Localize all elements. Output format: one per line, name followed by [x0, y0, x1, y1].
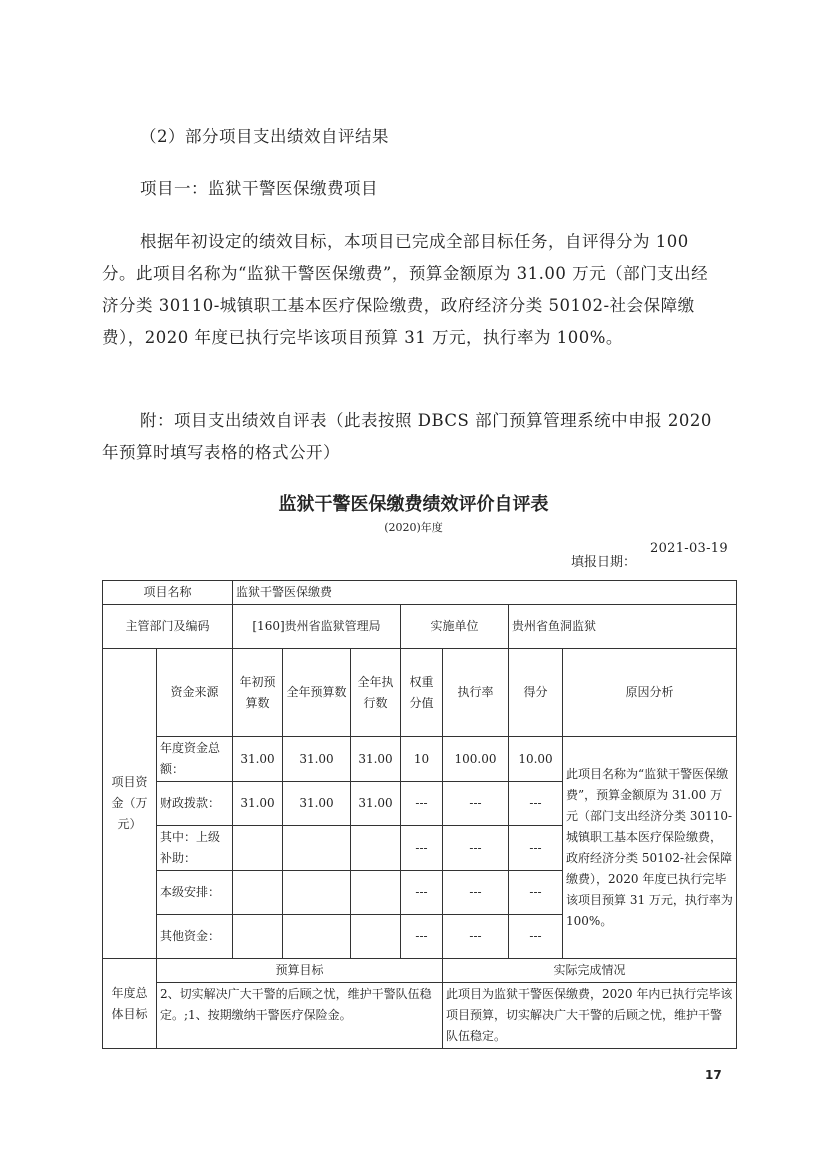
row-initial — [233, 871, 283, 915]
row-rate: --- — [443, 871, 509, 915]
dept-label: 主管部门及编码 — [103, 605, 233, 649]
row-exec — [351, 915, 401, 959]
row-source: 年度资金总额： — [157, 737, 233, 782]
row-weight: --- — [401, 782, 443, 826]
section-heading: （2）部分项目支出绩效自评结果 — [140, 127, 389, 146]
row-rate: --- — [443, 782, 509, 826]
row-rate: --- — [443, 915, 509, 959]
row-annual: 31.00 — [283, 737, 351, 782]
goal-label: 年度总体目标 — [103, 959, 157, 1049]
row-initial — [233, 826, 283, 871]
form-year: (2020)年度 — [384, 521, 443, 534]
row-rate: --- — [443, 826, 509, 871]
row-score: 10.00 — [509, 737, 563, 782]
row-exec — [351, 871, 401, 915]
row-source: 其中：上级补助： — [157, 826, 233, 871]
page-number: 17 — [705, 1068, 722, 1082]
header-exec-rate: 执行率 — [443, 649, 509, 737]
row-score: --- — [509, 782, 563, 826]
impl-value: 贵州省鱼洞监狱 — [509, 605, 737, 649]
header-score: 得分 — [509, 649, 563, 737]
dept-value: [160]贵州省监狱管理局 — [233, 605, 401, 649]
appendix-paragraph: 附：项目支出绩效自评表（此表按照 DBCS 部门预算管理系统中申报 2020 年预算时填写表格的格式公开） — [102, 411, 712, 462]
header-annual-budget: 全年预算数 — [283, 649, 351, 737]
row-exec: 31.00 — [351, 782, 401, 826]
funds-label: 项目资金（万元） — [103, 649, 157, 959]
row-weight: 10 — [401, 737, 443, 782]
row-initial — [233, 915, 283, 959]
row-source: 财政拨款： — [157, 782, 233, 826]
row-initial: 31.00 — [233, 737, 283, 782]
table-row — [103, 737, 737, 782]
actual-text: 此项目为监狱干警医保缴费，2020 年内已执行完毕该项目预算，切实解决广大干警的后顾之忧，维护干警队伍稳定。 — [443, 983, 737, 1049]
row-annual — [283, 871, 351, 915]
row-score: --- — [509, 915, 563, 959]
row-initial: 31.00 — [233, 782, 283, 826]
header-annual-exec: 全年执行数 — [351, 649, 401, 737]
fill-date-label: 填报日期： — [571, 555, 637, 570]
header-cause: 原因分析 — [563, 649, 737, 737]
row-source: 其他资金： — [157, 915, 233, 959]
budget-goal-label: 预算目标 — [157, 959, 443, 983]
row-annual — [283, 826, 351, 871]
row-weight: --- — [401, 915, 443, 959]
row-exec — [351, 826, 401, 871]
project-name-value: 监狱干警医保缴费 — [233, 581, 737, 605]
row-annual — [283, 915, 351, 959]
row-score: --- — [509, 871, 563, 915]
row-source: 本级安排： — [157, 871, 233, 915]
row-annual: 31.00 — [283, 782, 351, 826]
header-initial-budget: 年初预算数 — [233, 649, 283, 737]
body-paragraph: 根据年初设定的绩效目标，本项目已完成全部目标任务，自评得分为 100 分。此项目名称为“监狱干警医保缴费”，预算金额原为 31.00 万元（部门支出经济分类 30110-城镇职工基本医疗保险缴费，政府经济分类 50102-社会保障缴费），2020 年度已执行完毕该项目预算 31 万元，执行率为 100%。 — [102, 232, 709, 347]
project-heading: 项目一：监狱干警医保缴费项目 — [140, 179, 378, 198]
self-evaluation-table — [102, 580, 737, 1049]
cause-analysis: 此项目名称为“监狱干警医保缴费”，预算金额原为 31.00 万元（部门支出经济分类 30110-城镇职工基本医疗保险缴费，政府经济分类 50102-社会保障缴费），2020 年度已执行完毕该项目预算 31 万元，执行率为 100%。 — [563, 737, 737, 959]
row-rate: 100.00 — [443, 737, 509, 782]
actual-label: 实际完成情况 — [443, 959, 737, 983]
header-weight: 权重分值 — [401, 649, 443, 737]
impl-label: 实施单位 — [401, 605, 509, 649]
budget-goal-text: 2、切实解决广大干警的后顾之忧，维护干警队伍稳定。;1、按期缴纳干警医疗保险金。 — [157, 983, 443, 1049]
row-weight: --- — [401, 826, 443, 871]
row-exec: 31.00 — [351, 737, 401, 782]
project-name-label: 项目名称 — [103, 581, 233, 605]
row-weight: --- — [401, 871, 443, 915]
form-title: 监狱干警医保缴费绩效评价自评表 — [278, 494, 549, 515]
header-source: 资金来源 — [157, 649, 233, 737]
fill-date: 2021-03-19 — [650, 541, 728, 556]
row-score: --- — [509, 826, 563, 871]
